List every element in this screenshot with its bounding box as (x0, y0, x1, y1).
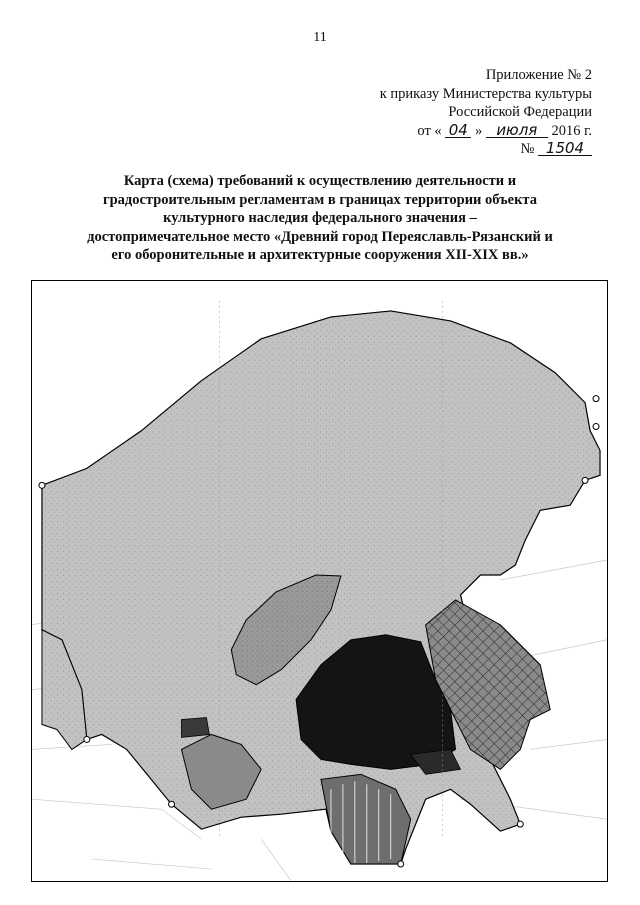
order-number: 1504 (538, 141, 592, 156)
appendix-date (380, 122, 592, 141)
date-day: 04 (445, 123, 471, 138)
date-year: 2016 г. (551, 122, 592, 139)
document-title (70, 172, 570, 265)
number-prefix: № (520, 141, 535, 157)
appendix-number (380, 140, 592, 159)
zoning-map-graphic (32, 281, 607, 881)
title-line4: достопримечательное место «Древний город Переяславль-Рязанский и (87, 228, 553, 245)
appendix-line1: Приложение № 2 (485, 67, 592, 83)
date-month: июля (486, 123, 548, 138)
page-number: 11 (313, 30, 327, 45)
title-line3: культурного наследия федерального значения – (163, 210, 477, 227)
appendix-line3: Российской Федерации (448, 104, 592, 120)
zoning-map (31, 280, 608, 882)
date-prefix: от « (417, 122, 442, 139)
title-line5: его оборонительные и архитектурные сооружения XII-XIX вв.» (111, 247, 529, 264)
title-line2: градостроительным регламентам в границах территории объекта (103, 191, 537, 208)
date-mid: » (474, 122, 483, 139)
appendix-header (380, 66, 592, 159)
appendix-line2: к приказу Министерства культуры (379, 85, 592, 102)
title-line1: Карта (схема) требований к осуществлению деятельности и (123, 173, 517, 189)
